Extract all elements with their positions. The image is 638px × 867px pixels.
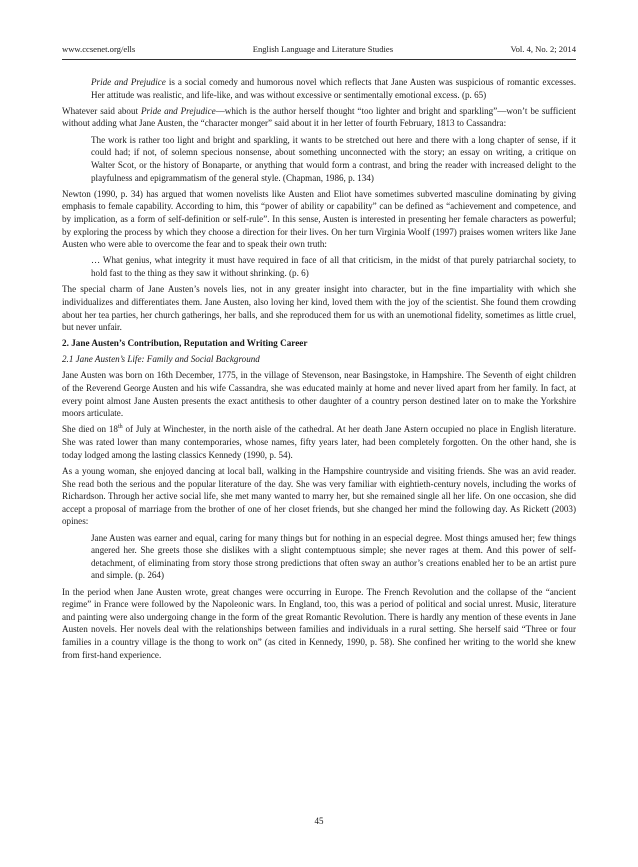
block-quote-1 — [91, 76, 576, 101]
block-quote-2: The work is rather too light and bright and sparkling, it wants to be stretched out here and there with a long chapter of sense, if it could had; if not, of solemn specious nonsense, about something unconnected with the story; an essay on writing, a critique on Walter Scot, or the history of Bonaparte, or anything that would form a contrast, and bring the reader with increased delight to the playfulness and epigrammatism of the general style. (Chapman, 1986, p. 134) — [91, 134, 576, 183]
superscript: th — [117, 424, 123, 431]
italic-title: Pride and Prejudice — [140, 105, 216, 116]
paragraph-text: She died on 18 — [62, 424, 118, 435]
paragraph-3: The special charm of Jane Austen’s novels lies, not in any greater insight into character, but in the fine impartiality with which she individualizes and differentiates them. Jane Austen, also loving her kind, loved them with the joy of the scientist. She found them crowding about her tea parties, her church gatherings, her balls, and she reproduced them for us with an unemotional fidelity, sometimes as little cruel, but never unfair. — [62, 284, 576, 333]
paragraph-6: As a young woman, she enjoyed dancing at local ball, walking in the Hampshire countryside and visiting friends. She was an avid reader. She read both the serious and the popular literature of the day. She was very familiar with eightieth-century novels, including the works of Richardson. Through her active social life, she met many wanted to marry her, but she remained single all her life. On one occasion, she did accept a proposal of marriage from the brother of one of her closet friends, but she changed her mind the following day. As Rickett (2003) opines: — [62, 465, 576, 527]
paragraph-2: Newton (1990, p. 34) has argued that women novelists like Austen and Eliot have sometimes subverted masculine dominating by giving emphasis to female capability. According to him, this “power of ability or capability” can be defined as “achievement and competence, and by implication, as a form of self-definition or self-rule”. In this sense, Austen is interested in presenting her female characters as powerful; by exploring the process by which they choose a direction for their lives. On her turn Virginia Woolf (1997) praises women writers like Jane Austen who were able to overcome the fear and to speak their own truth: — [62, 188, 576, 250]
paragraph-5 — [62, 423, 576, 461]
journal-url: www.ccsenet.org/ells — [62, 44, 136, 54]
journal-title: English Language and Literature Studies — [252, 44, 394, 54]
paragraph-text: Whatever said about — [62, 105, 141, 116]
volume-info: Vol. 4, No. 2; 2014 — [510, 44, 576, 54]
quote-text: is a social comedy and humorous novel which reflects that Jane Austen was suspicious of romantic excesses. Her attitude was realistic, and life-like, and was without excessive or sentimentally emotional excess. (p. 65) — [91, 77, 576, 100]
block-quote-3: … What genius, what integrity it must have required in face of all that criticism, in the midst of that purely patriarchal society, to hold fast to the thing as they saw it without shrinking. (p. 6) — [91, 255, 576, 279]
header-rule — [62, 59, 576, 60]
block-quote-4: Jane Austen was earner and equal, caring for many things but for nothing in an especial degree. Most things amused her; few things angered her. She greets those she dislikes with a slight contemptuous simple; she never rages at them. And this power of self-detachment, of eliminating from story those strong predictions that often sway an author’s creations enabled her to be an artist pure and simple. (p. 264) — [91, 532, 576, 581]
running-header — [62, 44, 576, 55]
italic-title: Pride and Prejudice — [91, 77, 166, 87]
paragraph-text: —which is the author herself thought “too lighter and bright and sparkling”—won’t be sufficient without adding what Jane Austen, the “character monger” said about it in her letter of fourth February, 1813 to Cassandra: — [62, 105, 576, 129]
paragraph-4: Jane Austen was born on 16th December, 1775, in the village of Stevenson, near Basingstoke, in Hampshire. The Seventh of eight children of the Reverend George Austen and his wife Cassandra, she was educated mainly at home and never lived apart from her family. In fact, at every point almost Jane Austen presents the exact antithesis to other daughter of a country person destined later on to make the Yorkshire moors articulate. — [62, 370, 576, 419]
article-body — [62, 76, 576, 665]
page-number: 45 — [314, 816, 324, 826]
paragraph-text: of July at Winchester, in the north aisle of the cathedral. At her death Jane Astern occupied no place in English literature. She was rated lower than many contemporaries, whose names, fifty years later, had been completely forgotten. On the other hand, she is today lodged among the lasting classics Kennedy (1990, p. 54). — [62, 424, 576, 460]
section-heading: 2. Jane Austen’s Contribution, Reputation and Writing Career — [62, 338, 308, 349]
paragraph-1 — [62, 105, 576, 130]
subsection-heading: 2.1 Jane Austen’s Life: Family and Social Background — [62, 354, 260, 365]
paragraph-7: In the period when Jane Austen wrote, great changes were occurring in Europe. The French Revolution and the collapse of the “ancient regime” in France were followed by the Napoleonic wars. In England, too, this was a period of political and social unrest. Music, literature and painting were also undergoing change in the form of the great Romantic Revolution. There is hardly any mention of these events in Jane Austen novels. Her novels deal with the relationships between families and individuals in a rural setting. She herself said “Three or four families in a country village is the thong to work on” (as cited in Kennedy, 1990, p. 58). She confined her writing to the world she knew from first-hand experience. — [62, 586, 576, 660]
